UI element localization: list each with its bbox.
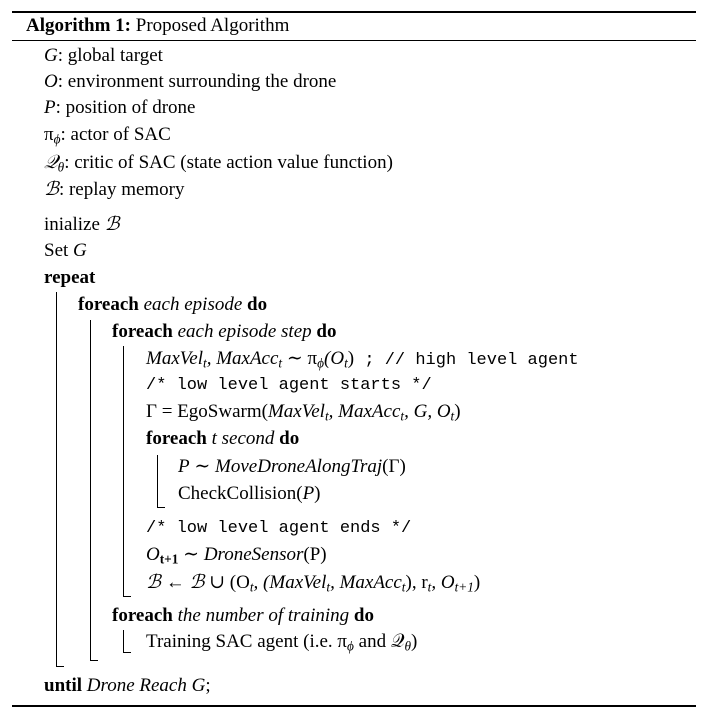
def-replay-memory: ℬ: replay memory — [44, 178, 185, 200]
title-rule — [12, 40, 696, 41]
def-global-target: G: global target — [44, 45, 163, 66]
training-block-end — [123, 652, 131, 653]
t-second-block-end — [157, 507, 165, 508]
low-level-end-comment: /* low level agent ends */ — [146, 519, 412, 538]
episode-block-end — [90, 660, 98, 661]
def-environment: O: environment surrounding the drone — [44, 71, 337, 92]
step-block-end — [123, 596, 131, 597]
training-loop: foreach the number of training do — [112, 605, 374, 626]
def-actor: $\pi_\phi$: actor of SAC — [44, 124, 171, 147]
move-drone-line: P ∼ MoveDroneAlongTraj(Γ) — [178, 456, 406, 477]
episode-block-guide — [90, 320, 91, 660]
step-loop: foreach each episode step do — [112, 321, 337, 342]
step-block-guide — [123, 346, 124, 596]
high-level-line: MaxVel$_t$, MaxAcc$_t$ ∼ $\pi_\phi(O_t)$ ; // high level agent — [146, 348, 579, 371]
repeat-keyword: repeat — [44, 267, 96, 288]
replay-memory-update-line: ℬ ← ℬ ∪ ($O_t$, (MaxVel$_t$, MaxAcc$_t$), $r_t$, $O_{t+1}$) — [146, 571, 481, 595]
check-collision-line: CheckCollision(P) — [178, 483, 321, 504]
repeat-block-end — [56, 666, 64, 667]
init-line: inialize ℬ — [44, 213, 120, 235]
algorithm-name: Proposed Algorithm — [135, 15, 290, 36]
def-position: P: position of drone — [44, 97, 196, 118]
training-block-guide — [123, 630, 124, 652]
t-second-loop: foreach t second do — [146, 428, 300, 449]
top-rule — [12, 11, 696, 13]
low-level-start-comment: /* low level agent starts */ — [146, 376, 432, 395]
algorithm-label: Algorithm 1: — [26, 15, 132, 36]
ego-swarm-line: Γ = EgoSwarm(MaxVel$_t$, MaxAcc$_t$, G, $O_t$) — [146, 401, 461, 424]
algorithm-title — [26, 14, 289, 38]
def-critic: 𝒬$_\theta$: critic of SAC (state action value function) — [44, 151, 393, 175]
episode-loop: foreach each episode do — [78, 294, 268, 315]
t-second-block-guide — [157, 455, 158, 507]
training-sac-line: Training SAC agent (i.e. $\pi_\phi$ and 𝒬$_\theta$) — [146, 631, 418, 654]
bottom-rule — [12, 705, 696, 707]
until-line: until Drone Reach G; — [44, 675, 211, 696]
set-line: Set G — [44, 240, 87, 261]
drone-sensor-line: $O_{t+1}$ ∼ DroneSensor(P) — [146, 544, 327, 567]
repeat-block-guide — [56, 292, 57, 666]
